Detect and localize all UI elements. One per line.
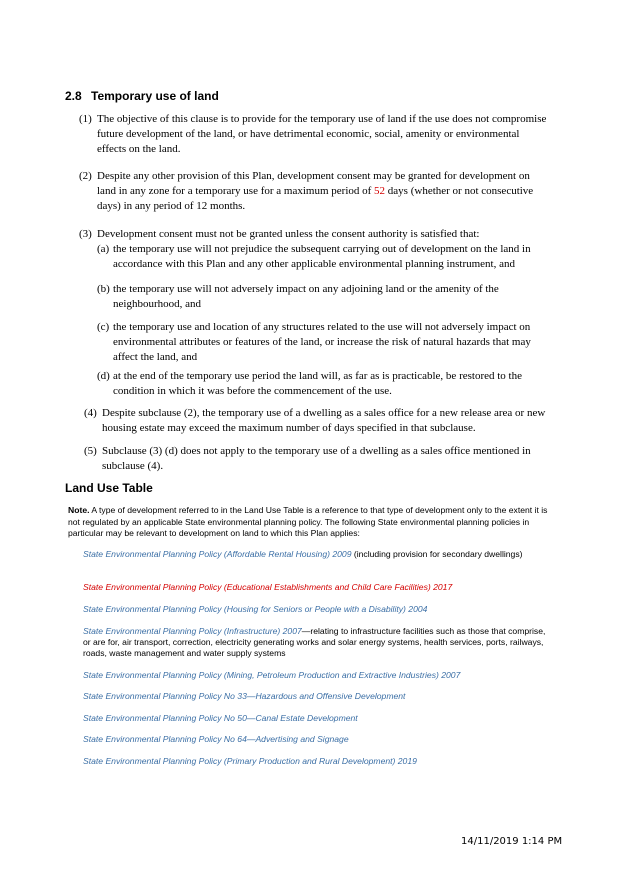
clause-text-before: Despite any other provision of this Plan, development consent may be granted for development on land in any zone for a temporary use for a maximum period of <box>97 170 530 197</box>
policy-item <box>83 604 553 615</box>
clause-label: (2) <box>79 170 92 182</box>
policy-link[interactable]: State Environmental Planning Policy (Infrastructure) 2007 <box>83 626 302 636</box>
policy-item <box>83 626 553 659</box>
clause-1 <box>79 112 549 157</box>
clause-text: The objective of this clause is to provide for the temporary use of land if the use does not compromise future development of the land, or have detrimental economic, social, amenity or environmental effects on the land. <box>97 113 547 155</box>
clause-text <box>79 169 549 214</box>
clause-text: Despite subclause (2), the temporary use of a dwelling as a sales office for a new release area or new housing estate may exceed the maximum number of days specified in that subclause. <box>102 407 546 434</box>
subclause-label: (c) <box>97 321 110 333</box>
policy-link[interactable]: State Environmental Planning Policy No 64—Advertising and Signage <box>83 734 349 744</box>
clause-4 <box>84 406 550 436</box>
clause-3-c <box>97 320 552 365</box>
policy-link[interactable]: State Environmental Planning Policy (Mining, Petroleum Production and Extractive Industries) 2007 <box>83 670 461 680</box>
footer-timestamp: 14/11/2019 1:14 PM <box>461 836 563 847</box>
subclause-text: the temporary use will not adversely impact on any adjoining land or the amenity of the neighbourhood, and <box>113 283 499 310</box>
subclause-label: (a) <box>97 243 110 255</box>
policy-item <box>83 549 553 560</box>
policy-link[interactable]: State Environmental Planning Policy (Primary Production and Rural Development) 2019 <box>83 756 417 766</box>
clause-label: (5) <box>84 445 97 457</box>
policy-link[interactable]: State Environmental Planning Policy No 50—Canal Estate Development <box>83 713 358 723</box>
clause-text: Subclause (3) (d) does not apply to the temporary use of a dwelling as a sales office mentioned in subclause (4). <box>102 445 531 472</box>
policy-suffix: —relating to infrastructure facilities such as those that comprise, or are for, air transport, correction, electricity generating works and solar energy systems, health services, ports, railways, roads, waste management and water supply systems <box>83 626 546 658</box>
clause-3-d <box>97 369 552 399</box>
note-text: A type of development referred to in the Land Use Table is a reference to that type of development only to the extent it is not regulated by an applicable State environmental planning policy. The following State environmental planning policies in particular may be relevant to development on land to which this Plan applies: <box>68 505 548 538</box>
policy-link[interactable]: State Environmental Planning Policy (Affordable Rental Housing) 2009 <box>83 549 352 559</box>
section-heading <box>65 89 219 103</box>
section-title: Temporary use of land <box>91 89 219 103</box>
clause-3-b <box>97 282 552 312</box>
clause-label: (1) <box>79 113 92 125</box>
clause-text-after: days (whether or not consecutive days) in any period of 12 months. <box>97 185 534 212</box>
clause-text: Development consent must not be granted unless the consent authority is satisfied that: <box>97 228 480 240</box>
land-use-note <box>68 505 558 540</box>
subclause-text: at the end of the temporary use period the land will, as far as is practicable, be restored to the condition in which it was before the commencement of the use. <box>113 370 522 397</box>
clause-label: (3) <box>79 228 92 240</box>
policy-item <box>83 670 553 681</box>
note-label: Note. <box>68 505 90 515</box>
clause-5 <box>84 444 550 474</box>
clause-2 <box>79 169 549 214</box>
section-number: 2.8 <box>65 89 82 103</box>
policy-item <box>83 734 553 745</box>
policy-item <box>83 713 553 724</box>
subclause-text: the temporary use and location of any structures related to the use will not adversely impact on environmental attributes or features of the land, or increase the risk of natural hazards that may affect the land, and <box>113 321 531 363</box>
policy-item <box>83 756 553 767</box>
clause-3-a <box>97 242 552 272</box>
subclause-label: (b) <box>97 283 110 295</box>
clause-3 <box>79 227 549 242</box>
subclause-label: (d) <box>97 370 110 382</box>
subclause-text: the temporary use will not prejudice the subsequent carrying out of development on the land in accordance with this Plan and any other applicable environmental planning instrument, and <box>113 243 531 270</box>
policy-link[interactable]: State Environmental Planning Policy (Educational Establishments and Child Care Facilities) 2017 <box>83 582 453 592</box>
policy-link[interactable]: State Environmental Planning Policy (Housing for Seniors or People with a Disability) 2004 <box>83 604 428 614</box>
land-use-heading: Land Use Table <box>65 481 153 495</box>
policy-link[interactable]: State Environmental Planning Policy No 33—Hazardous and Offensive Development <box>83 691 406 701</box>
policy-suffix: (including provision for secondary dwellings) <box>351 549 523 559</box>
max-days-value: 52 <box>374 185 386 197</box>
policy-item <box>83 582 553 593</box>
policy-item <box>83 691 553 702</box>
clause-label: (4) <box>84 407 97 419</box>
